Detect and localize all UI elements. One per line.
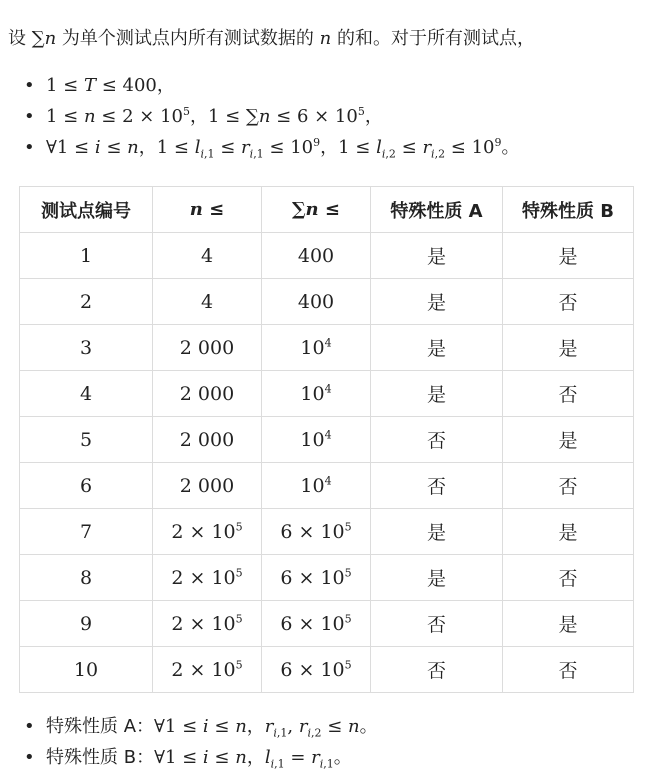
table-cell: 是 (503, 325, 634, 371)
table-cell: $10^4$ (262, 325, 371, 371)
table-cell: 400 (262, 233, 371, 279)
table-cell: $6 \times 10^5$ (262, 555, 371, 601)
table-cell: 4 (20, 371, 153, 417)
table-cell: 6 (20, 463, 153, 509)
table-row (20, 463, 634, 509)
constraint-item: • $1 \le n \le 2 \times 10^5$，$1 \le \sum n \le 6 \times 10^5$， (24, 101, 520, 132)
table-row (20, 279, 634, 325)
table-row (20, 233, 634, 279)
table-cell: 否 (503, 371, 634, 417)
table-row (20, 555, 634, 601)
table-cell: $6 \times 10^5$ (262, 601, 371, 647)
table-body (20, 233, 634, 693)
testcase-table (19, 186, 634, 693)
header-cell: n ≤ (153, 187, 262, 233)
table-row (20, 509, 634, 555)
property-item: • 特殊性质 A：∀1 ≤ i ≤ n，$r_{i,1}$, $r_{i,2} \le n$。 (24, 711, 378, 742)
table-header-row (20, 187, 634, 233)
intro-mid: 为单个测试点内所有测试数据的 (61, 28, 314, 49)
property-item: • 特殊性质 B：∀1 ≤ i ≤ n，$l_{i,1} = r_{i,1}$。 (24, 742, 378, 773)
table-cell: 4 (153, 233, 262, 279)
table-cell: 否 (503, 647, 634, 693)
table-cell: 否 (371, 417, 503, 463)
table-cell: $2 \times 10^5$ (153, 601, 262, 647)
table-cell: 否 (371, 601, 503, 647)
table-cell: 4 (153, 279, 262, 325)
table-cell: $2 \times 10^5$ (153, 509, 262, 555)
table-cell: $10^4$ (262, 371, 371, 417)
table-cell: 否 (371, 647, 503, 693)
constraint-item: • 1 ≤ T ≤ 400， (24, 70, 520, 101)
table-cell: 10 (20, 647, 153, 693)
properties-list (24, 711, 378, 773)
table-cell: $10^4$ (262, 417, 371, 463)
table-row (20, 647, 634, 693)
constraint-item: • ∀1 ≤ i ≤ n，$1 \le l_{i,1} \le r_{i,1} \le 10^9$，$1 \le l_{i,2} \le r_{i,2} \le 10^9$。 (24, 132, 520, 163)
table-cell: 是 (503, 417, 634, 463)
table-cell: $6 \times 10^5$ (262, 647, 371, 693)
table-cell: 3 (20, 325, 153, 371)
table-cell: 是 (503, 509, 634, 555)
table-cell: 是 (371, 509, 503, 555)
table-cell: 400 (262, 279, 371, 325)
header-cell: ∑n ≤ (262, 187, 371, 233)
table-cell: 2 000 (153, 417, 262, 463)
table-cell: 2 000 (153, 463, 262, 509)
table-cell: 9 (20, 601, 153, 647)
table-cell: 是 (503, 601, 634, 647)
intro-prefix: 设 (8, 28, 26, 49)
table-row (20, 371, 634, 417)
sum-n-math: ∑n (31, 28, 57, 49)
table-cell: 是 (371, 325, 503, 371)
table-cell: 2 000 (153, 325, 262, 371)
table-row (20, 601, 634, 647)
table-row (20, 325, 634, 371)
table-cell: $2 \times 10^5$ (153, 555, 262, 601)
table-cell: 是 (371, 233, 503, 279)
table-cell: $2 \times 10^5$ (153, 647, 262, 693)
table-cell: 是 (503, 233, 634, 279)
table-cell: 8 (20, 555, 153, 601)
table-cell: 2 000 (153, 371, 262, 417)
table-cell: 否 (503, 279, 634, 325)
table-cell: 是 (371, 279, 503, 325)
table-cell: $10^4$ (262, 463, 371, 509)
table-cell: 2 (20, 279, 153, 325)
table-cell: 1 (20, 233, 153, 279)
table-row (20, 417, 634, 463)
table-cell: 否 (503, 463, 634, 509)
table-cell: 否 (371, 463, 503, 509)
header-cell: 测试点编号 (20, 187, 153, 233)
intro-suffix: 的和。对于所有测试点， (336, 28, 535, 49)
header-cell: 特殊性质 A (371, 187, 503, 233)
table-cell: 否 (503, 555, 634, 601)
table-cell: 7 (20, 509, 153, 555)
intro-text (8, 24, 535, 50)
header-cell: 特殊性质 B (503, 187, 634, 233)
table-cell: 是 (371, 371, 503, 417)
n-math: n (319, 28, 332, 49)
constraints-list (24, 70, 520, 163)
table-cell: 5 (20, 417, 153, 463)
table-cell: $6 \times 10^5$ (262, 509, 371, 555)
table-cell: 是 (371, 555, 503, 601)
